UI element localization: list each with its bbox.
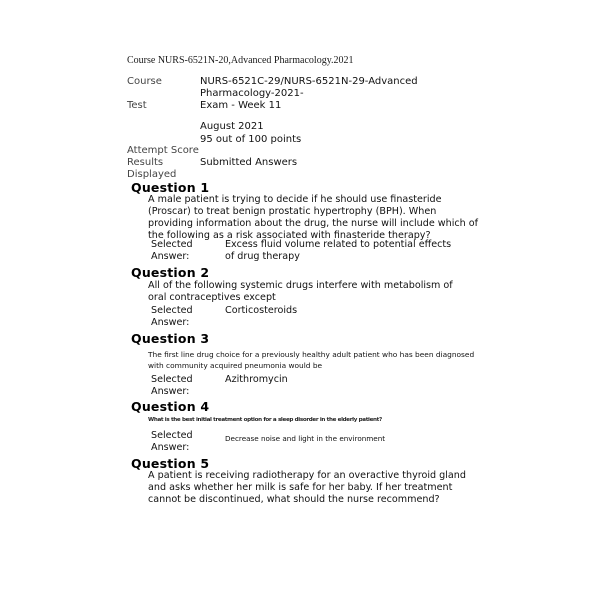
question-5-text: A patient is receiving radiotherapy for an overactive thyroid gland and asks whether her milk is safe for her baby. If her treatment cannot be discontinued, what should the nurse recommend? [148,470,466,505]
question-3-text: The first line drug choice for a previously healthy adult patient who has been diagnosed with community acquired pneumonia would be [148,350,475,370]
results-label-line1: Results [127,157,164,168]
question-3-selected-label: Selected Answer: [151,374,193,397]
question-2-text: All of the following systemic drugs interfere with metabolism of oral contraceptives except [148,280,453,303]
question-4-answer: Decrease noise and light in the environment [225,434,386,443]
course-value-line2: Pharmacology-2021- [200,88,304,99]
test-label: Test [127,100,147,111]
question-1-selected-label: Selected Answer: [151,239,193,262]
question-4-selected-label: Selected Answer: [151,430,193,453]
question-4-heading: Question 4 [131,399,210,414]
question-1-answer: Excess fluid volume related to potential effects of drug therapy [225,239,452,262]
question-1-heading: Question 1 [131,180,210,195]
attempt-score-label: Attempt Score [127,145,199,156]
results-value: Submitted Answers [200,157,298,168]
results-label-line2: Displayed [127,169,177,180]
question-3-heading: Question 3 [131,331,210,346]
course-label: Course [127,76,162,87]
score-value: 95 out of 100 points [200,134,302,145]
question-3-answer: Azithromycin [225,374,288,385]
date-value: August 2021 [200,121,264,132]
question-5-heading: Question 5 [131,456,210,471]
question-2-selected-label: Selected Answer: [151,305,193,328]
document-title: Course NURS-6521N-20,Advanced Pharmacology.2021 [127,55,354,66]
question-2-heading: Question 2 [131,265,210,280]
question-4-text: What is the best initial treatment option for a sleep disorder in the elderly patient? [148,417,382,423]
course-value-line1: NURS-6521C-29/NURS-6521N-29-Advanced [200,76,418,87]
question-1-text: A male patient is trying to decide if he should use finasteride (Proscar) to treat benign prostatic hypertrophy (BPH). When providing information about the drug, the nurse will include which of the following as a risk associated with finasteride therapy? [148,194,479,241]
test-value: Exam - Week 11 [200,100,282,111]
question-2-answer: Corticosteroids [225,305,298,316]
